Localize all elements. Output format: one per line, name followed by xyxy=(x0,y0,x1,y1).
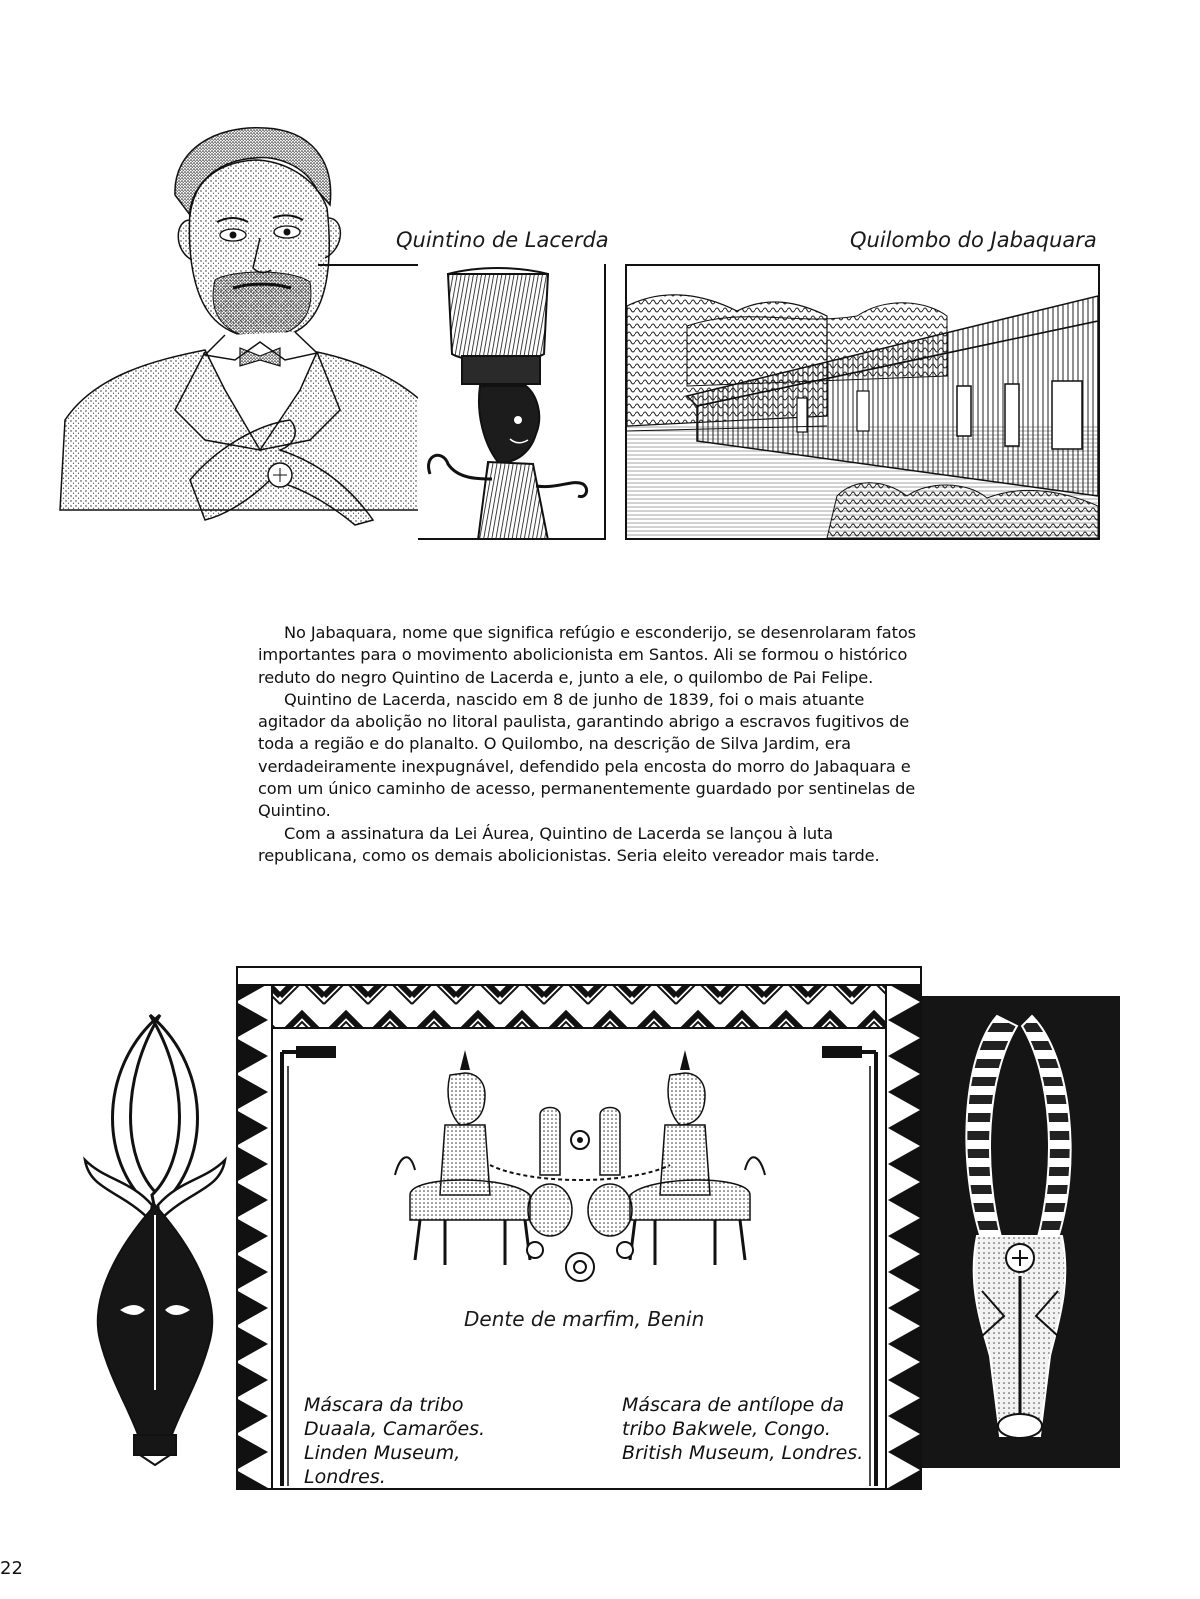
page-number: 22 xyxy=(0,1558,23,1579)
caption-ivory: Dente de marfim, Benin xyxy=(464,1307,705,1331)
portrait-engraving-icon xyxy=(55,120,455,540)
article-body xyxy=(258,622,926,867)
bakwele-mask-panel xyxy=(922,996,1120,1468)
caption-quintino: Quintino de Lacerda xyxy=(396,228,609,252)
bakwele-mask-icon xyxy=(922,996,1120,1468)
caption-bakwele-mask: Máscara de antílope da tribo Bakwele, Congo. British Museum, Londres. xyxy=(622,1394,864,1464)
caption-jabaquara: Quilombo do Jabaquara xyxy=(850,228,1097,252)
quilombo-frame xyxy=(625,264,1100,540)
duala-mask-icon xyxy=(60,1010,250,1470)
article-paragraph-2: Quintino de Lacerda, nascido em 8 de junho de 1839, foi o mais atuante agitador da abolição no litoral paulista, garantindo abrigo a escravos fugitivos de toda a região e do planalto. O Quilombo, na descrição de Silva Jardim, era verdadeiramente inexpugnável, defendido pela encosta do morro do Jabaquara e com um único caminho de acesso, permanentemente guardado por sentinelas de Quintino. xyxy=(258,689,916,821)
duala-mask-illustration xyxy=(60,1010,250,1470)
caption-duala-mask: Máscara da tribo Duaala, Camarões. Linden Museum, Londres. xyxy=(304,1394,486,1488)
quintino-portrait xyxy=(55,120,455,540)
benin-ivory-illustration xyxy=(390,1045,770,1295)
carved-staff-icon xyxy=(418,264,604,540)
quilombo-building-engraving-icon xyxy=(627,266,1098,538)
benin-ivory-relief-icon xyxy=(390,1045,770,1295)
carved-staff-frame xyxy=(418,264,606,540)
article-paragraph-3: Com a assinatura da Lei Áurea, Quintino de Lacerda se lançou à luta republicana, como os demais abolicionistas. Seria eleito vereador mais tarde. xyxy=(258,823,880,865)
article-paragraph-1: No Jabaquara, nome que significa refúgio e esconderijo, se desenrolaram fatos importantes para o movimento abolicionista em Santos. Ali se formou o histórico reduto do negro Quintino de Lacerda e, junto a ele, o quilombo de Pai Felipe. xyxy=(258,623,916,687)
